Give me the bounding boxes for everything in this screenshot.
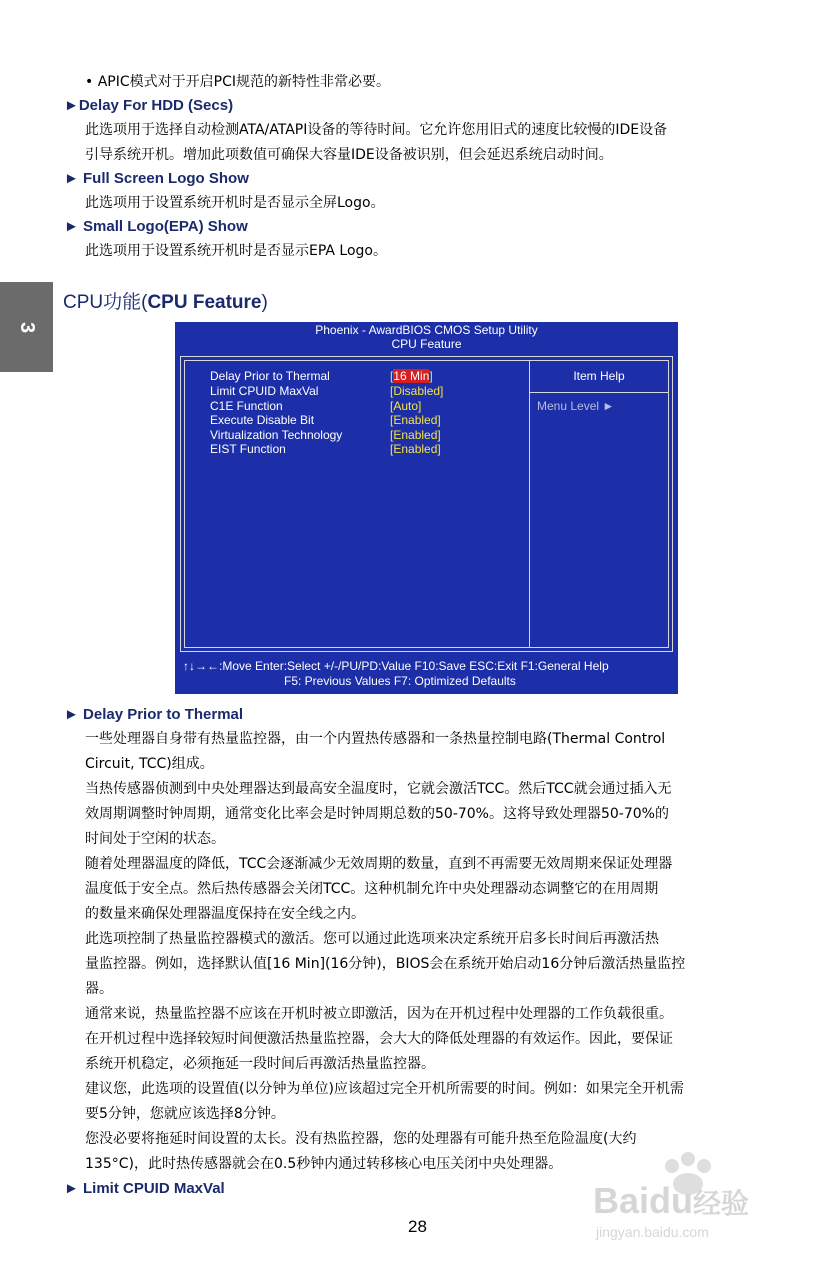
thermal-heading: ► Delay Prior to Thermal — [64, 706, 244, 723]
bios-value-eist[interactable]: [Enabled] — [390, 442, 441, 456]
thermal-line-8: 的数量来确保处理器温度保持在安全线之内。 — [85, 906, 365, 922]
thermal-line-10: 量监控器。例如，选择默认值[16 Min](16分钟)，BIOS会在系统开始启动16分钟后激活热量监控 — [85, 956, 686, 972]
bios-keys-row-1: ↑↓→←:Move Enter:Select +/-/PU/PD:Value F10:Save ESC:Exit F1:General Help — [183, 659, 609, 673]
bios-item-eist[interactable]: EIST Function — [210, 442, 286, 456]
thermal-line-11: 器。 — [85, 981, 113, 997]
baidu-watermark — [588, 1150, 788, 1250]
thermal-line-5: 时间处于空闲的状态。 — [85, 831, 225, 847]
bios-item-execute-disable[interactable]: Execute Disable Bit — [210, 413, 315, 427]
hdd-heading: ►Delay For HDD (Secs) — [64, 97, 234, 114]
thermal-line-13: 在开机过程中选择较短时间便激活热量监控器，会大大的降低处理器的有效运作。因此，要保证 — [85, 1031, 673, 1047]
section-title-prefix: CPU功能( — [63, 292, 148, 313]
watermark-brand: Baidu经验 — [593, 1180, 750, 1221]
bios-value-delay-prior-thermal[interactable]: [16 Min] — [390, 369, 433, 383]
small-logo-heading: ► Small Logo(EPA) Show — [64, 218, 248, 235]
section-title-suffix: ) — [261, 292, 268, 313]
intro-line: • APIC模式对于开启PCI规范的新特性非常必要。 — [85, 74, 390, 90]
bios-item-c1e[interactable]: C1E Function — [210, 399, 283, 413]
chapter-tab — [0, 282, 53, 372]
thermal-line-6: 随着处理器温度的降低，TCC会逐渐减少无效周期的数量，直到不再需要无效周期来保证处理器 — [85, 856, 673, 872]
bios-keys-row-2: F5: Previous Values F7: Optimized Defaults — [284, 674, 516, 688]
thermal-line-9: 此选项控制了热量监控器模式的激活。您可以通过此选项来决定系统开启多长时间后再激活热 — [85, 931, 659, 947]
thermal-line-16: 要5分钟，您就应该选择8分钟。 — [85, 1106, 285, 1122]
menu-level: Menu Level ► — [537, 399, 615, 413]
thermal-line-18: 135°C)，此时热传感器就会在0.5秒钟内通过转移核心电压关闭中央处理器。 — [85, 1156, 563, 1172]
bios-value-limit-cpuid[interactable]: [Disabled] — [390, 384, 444, 398]
selected-value[interactable]: 16 Min — [393, 369, 430, 383]
bios-divider — [529, 361, 530, 647]
bios-value-virtualization[interactable]: [Enabled] — [390, 428, 441, 442]
small-logo-line: 此选项用于设置系统开机时是否显示EPA Logo。 — [85, 243, 387, 259]
thermal-line-1: 一些处理器自身带有热量监控器，由一个内置热传感器和一条热量控制电路(Thermal Control — [85, 731, 666, 747]
bios-item-delay-prior-thermal[interactable]: Delay Prior to Thermal — [210, 369, 330, 383]
thermal-line-12: 通常来说，热量监控器不应该在开机时被立即激活，因为在开机过程中处理器的工作负载很重。 — [85, 1006, 673, 1022]
bios-title: Phoenix - AwardBIOS CMOS Setup Utility — [315, 323, 538, 337]
bios-value-c1e[interactable]: [Auto] — [390, 399, 422, 413]
section-title — [63, 287, 268, 314]
bios-frame-inner — [184, 360, 669, 648]
thermal-line-7: 温度低于安全点。然后热传感器会关闭TCC。这种机制允许中央处理器动态调整它的在用周期 — [85, 881, 659, 897]
bios-item-limit-cpuid[interactable]: Limit CPUID MaxVal — [210, 384, 319, 398]
thermal-line-15: 建议您，此选项的设置值(以分钟为单位)应该超过完全开机所需要的时间。例如：如果完全开机需 — [85, 1081, 684, 1097]
thermal-line-14: 系统开机稳定，必须拖延一段时间后再激活热量监控器。 — [85, 1056, 435, 1072]
cpuid-heading: ► Limit CPUID MaxVal — [64, 1180, 225, 1197]
thermal-line-4: 效周期调整时钟周期，通常变化比率会是时钟周期总数的50-70%。这将导致处理器50-70%的 — [85, 806, 669, 822]
section-title-bold: CPU Feature — [147, 292, 262, 313]
thermal-line-2: Circuit, TCC)组成。 — [85, 756, 214, 772]
bios-page-title: CPU Feature — [391, 337, 462, 351]
item-help-title: Item Help — [573, 369, 625, 383]
watermark-url: jingyan.baidu.com — [596, 1224, 709, 1240]
hdd-line-1: 此选项用于选择自动检测ATA/ATAPI设备的等待时间。它允许您用旧式的速度比较慢的IDE设备 — [85, 122, 668, 138]
bios-item-virtualization[interactable]: Virtualization Technology — [210, 428, 343, 442]
bios-screen — [175, 322, 678, 694]
bios-value-execute-disable[interactable]: [Enabled] — [390, 413, 441, 427]
full-logo-heading: ► Full Screen Logo Show — [64, 170, 249, 187]
bios-frame — [180, 356, 673, 652]
chapter-number: 3 — [16, 321, 38, 333]
thermal-line-3: 当热传感器侦测到中央处理器达到最高安全温度时，它就会激活TCC。然后TCC就会通过插入无 — [85, 781, 672, 797]
full-logo-line: 此选项用于设置系统开机时是否显示全屏Logo。 — [85, 195, 385, 211]
page-number: 28 — [408, 1217, 427, 1236]
thermal-line-17: 您没必要将拖延时间设置的太长。没有热监控器，您的处理器有可能升热至危险温度(大约 — [85, 1131, 637, 1147]
hdd-line-2: 引导系统开机。增加此项数值可确保大容量IDE设备被识别，但会延迟系统启动时间。 — [85, 147, 613, 163]
